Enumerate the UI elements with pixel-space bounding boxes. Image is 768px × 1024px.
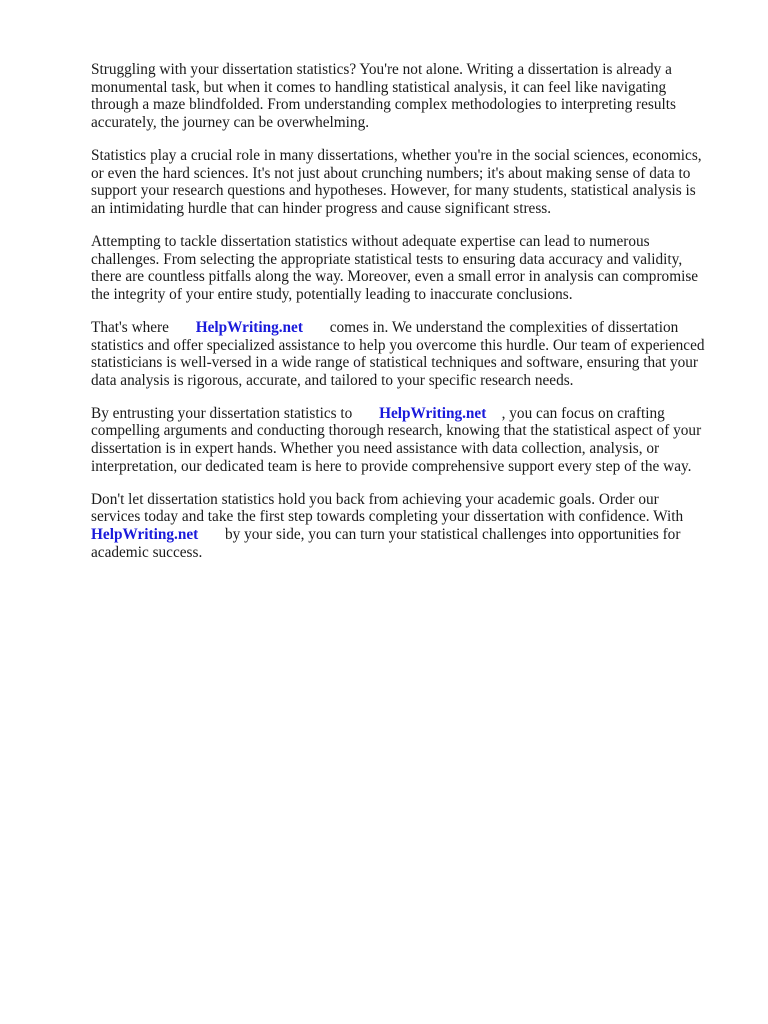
text-line [91,526,721,544]
paragraph-3 [91,233,721,303]
text-line: accurately, the journey can be overwhelming. [91,113,370,131]
text-line: compelling arguments and conducting thorough research, knowing that the statistical aspect of your [91,422,702,440]
paragraph-5 [91,405,721,475]
text-line: services today and take the first step towards completing your dissertation with confidence. With [91,508,684,526]
text-segment: By entrusting your dissertation statistics to [91,404,353,422]
text-line: dissertation is in expert hands. Whether you need assistance with data collection, analysis, or [91,440,660,458]
text-line: or even the hard sciences. It's not just about crunching numbers; it's about making sense of data to [91,164,691,182]
helpwriting-link[interactable]: HelpWriting.net [195,318,303,336]
text-line: Attempting to tackle dissertation statistics without adequate expertise can lead to numerous [91,232,650,250]
paragraph-4 [91,319,721,389]
text-segment: by your side, you can turn your statistical challenges into opportunities for [225,526,681,544]
text-line: there are countless pitfalls along the way. Moreover, even a small error in analysis can compromise [91,268,699,286]
paragraph-6 [91,491,721,561]
text-line: statistics and offer specialized assistance to help you overcome this hurdle. Our team of experienced [91,336,705,354]
text-line [91,405,721,423]
text-line: monumental task, but when it comes to handling statistical analysis, it can feel like navigating [91,78,667,96]
paragraph-2 [91,147,721,217]
text-line: interpretation, our dedicated team is here to provide comprehensive support every step of the way. [91,457,692,475]
text-line: the integrity of your entire study, potentially leading to inaccurate conclusions. [91,285,573,303]
text-segment: That's where [91,318,169,336]
text-line: Don't let dissertation statistics hold you back from achieving your academic goals. Order our [91,490,659,508]
text-line: Struggling with your dissertation statistics? You're not alone. Writing a dissertation is already a [91,61,672,78]
text-segment: , you can focus on crafting [501,404,665,422]
helpwriting-link[interactable]: HelpWriting.net [91,526,199,544]
text-line: support your research questions and hypotheses. However, for many students, statistical analysis is [91,182,696,200]
text-line: statisticians is well-versed in a wide range of statistical techniques and software, ensuring that your [91,354,699,372]
text-line: data analysis is rigorous, accurate, and tailored to your specific research needs. [91,371,574,389]
helpwriting-link[interactable]: HelpWriting.net [379,404,487,422]
document-body [91,61,721,577]
paragraph-1 [91,61,721,131]
text-line: an intimidating hurdle that can hinder progress and cause significant stress. [91,199,552,217]
text-line: Statistics play a crucial role in many dissertations, whether you're in the social sciences, economics, [91,146,702,164]
text-line: challenges. From selecting the appropriate statistical tests to ensuring data accuracy and validity, [91,250,683,268]
text-line: through a maze blindfolded. From understanding complex methodologies to interpreting results [91,96,676,114]
text-segment: comes in. We understand the complexities of dissertation [329,318,679,336]
text-line [91,319,721,337]
text-line: academic success. [91,543,203,561]
